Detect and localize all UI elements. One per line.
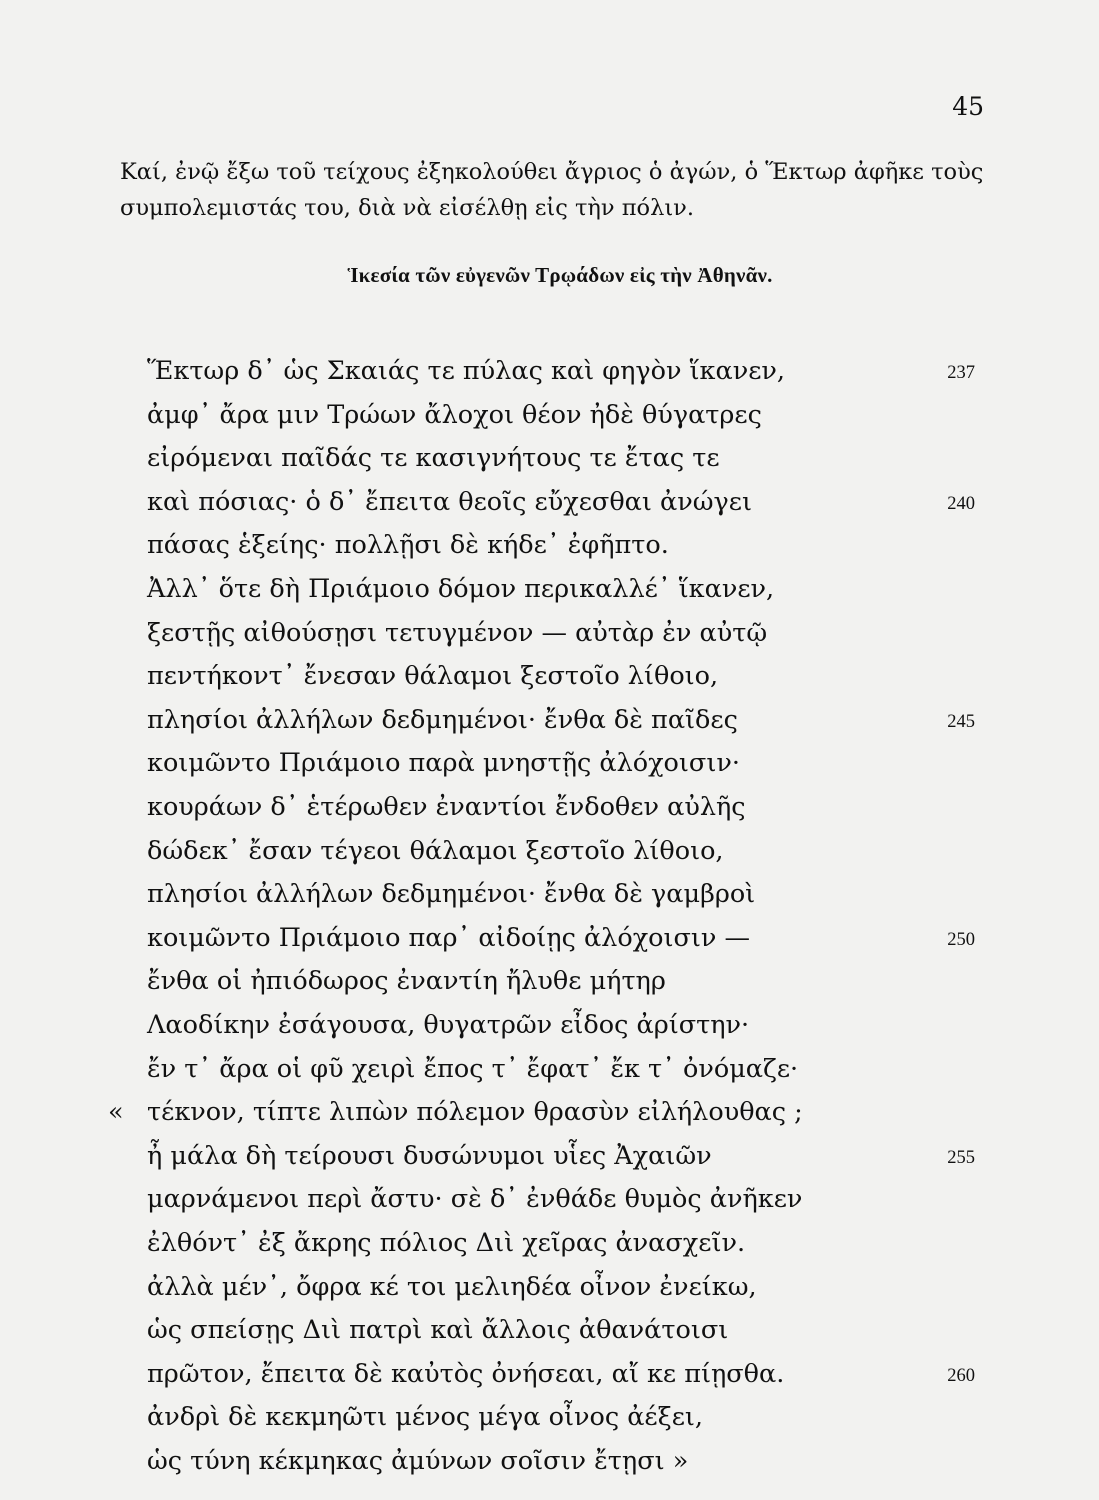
verse-text: ἔν τ᾽ ἄρα οἱ φῦ χειρὶ ἔπος τ᾽ ἔφατ᾽ ἔκ τ᾽ ὀνόμαζε· [147,1053,799,1084]
line-number: 245 [947,711,975,732]
verse-line [0,1308,1099,1352]
verse-line [0,1090,1099,1134]
verse-line [0,785,1099,829]
verse-text: τέκνον, τίπτε λιπὼν πόλεμον θρασὺν εἰλήλουθας ; [147,1097,803,1128]
verse-line [0,436,1099,480]
verse-line [0,1047,1099,1091]
verse-text: ἀλλὰ μέν᾽, ὄφρα κέ τοι μελιηδέα οἶνον ἐνείκω, [147,1271,757,1302]
verse-line [0,741,1099,785]
verse-text: ἀμφ᾽ ἄρα μιν Τρώων ἄλοχοι θέον ἠδὲ θύγατρες [147,399,762,430]
verse-line [0,959,1099,1003]
line-number: 260 [947,1365,975,1386]
verse-text: κοιμῶντο Πριάμοιο παρὰ μνηστῇς ἀλόχοισιν· [147,748,740,779]
verse-line [0,1265,1099,1309]
section-heading: Ἱκεσία τῶν εὐγενῶν Τρῳάδων εἰς τὴν Ἀθηνᾶν. [347,263,773,287]
line-number: 255 [947,1147,975,1168]
verse-text: καὶ πόσιας· ὁ δ᾽ ἔπειτα θεοῖς εὔχεσθαι ἀνώγει [147,486,752,517]
verse-text: κοιμῶντο Πριάμοιο παρ᾽ αἰδοίῃς ἀλόχοισιν — [147,922,751,953]
verse-line [0,1221,1099,1265]
verse-line [0,872,1099,916]
verse-text: Λαοδίκην ἐσάγουσα, θυγατρῶν εἶδος ἀρίστην· [147,1010,750,1040]
verse-text: κουράων δ᾽ ἑτέρωθεν ἐναντίοι ἔνδοθεν αὐλῆς [147,792,746,822]
verse-text: πλησίοι ἀλλήλων δεδμημένοι· ἔνθα δὲ γαμβροὶ [147,879,756,910]
page-number: 45 [952,92,984,121]
verse-line [0,1134,1099,1178]
verse-line [0,1003,1099,1047]
verse-text: ἐλθόντ᾽ ἐξ ἄκρης πόλιος Διὶ χεῖρας ἀνασχεῖν. [147,1228,746,1258]
verse-text: εἰρόμεναι παῖδάς τε κασιγνήτους τε ἔτας τε [147,443,720,474]
verse-text: πεντήκοντ᾽ ἔνεσαν θάλαμοι ξεστοῖο λίθοιο, [147,661,719,692]
verse-line [0,916,1099,960]
verse-line [0,1395,1099,1439]
verse-text: ἔνθα οἱ ἠπιόδωρος ἐναντίη ἤλυθε μήτηρ [147,966,666,997]
verse-line [0,1177,1099,1221]
quote-mark: « [108,1097,124,1128]
verse-line [0,567,1099,611]
verse-text: πλησίοι ἀλλήλων δεδμημένοι· ἔνθα δὲ παῖδες [147,704,738,735]
verse-line [0,1439,1099,1483]
line-number: 250 [947,929,975,950]
verse-line [0,698,1099,742]
verse-line [0,393,1099,437]
verse-line [0,349,1099,393]
verse-text: ὡς σπείσῃς Διὶ πατρὶ καὶ ἄλλοις ἀθανάτοισι [147,1315,729,1346]
verse-text: πρῶτον, ἔπειτα δὲ καὐτὸς ὀνήσεαι, αἴ κε πίῃσθα. [147,1358,785,1389]
verse-line [0,611,1099,655]
verse-text: Ἕκτωρ δ᾽ ὡς Σκαιάς τε πύλας καὶ φηγὸν ἵκανεν, [147,356,786,386]
verse-text: ἀνδρὶ δὲ κεκμηῶτι μένος μέγα οἶνος ἀέξει, [147,1402,704,1433]
verse-text: Ἀλλ᾽ ὅτε δὴ Πριάμοιο δόμον περικαλλέ᾽ ἵκανεν, [147,574,775,604]
line-number: 237 [947,363,975,383]
verse-text: δώδεκ᾽ ἔσαν τέγεοι θάλαμοι ξεστοῖο λίθοιο, [147,835,724,866]
verse-line [0,1352,1099,1396]
verse-line [0,654,1099,698]
verse-text: ὡς τύνη κέκμηκας ἀμύνων σοῖσιν ἔτῃσι » [147,1446,689,1476]
verse-line [0,829,1099,873]
verse-text: ξεστῇς αἰθούσῃσι τετυγμένον — αὐτὰρ ἐν αὐτῷ [147,617,768,648]
verse-line [0,523,1099,567]
line-number: 240 [947,493,975,514]
verse-text: ἦ μάλα δὴ τείρουσι δυσώνυμοι υἷες Ἀχαιῶν [147,1140,712,1171]
verse-text: μαρνάμενοι περὶ ἄστυ· σὲ δ᾽ ἐνθάδε θυμὸς ἀνῆκεν [147,1184,803,1215]
intro-paragraph: Καί, ἐνῷ ἔξω τοῦ τείχους ἐξηκολούθει ἄγριος ὁ ἀγών, ὁ Ἕκτωρ ἀφῆκε τοὺς συμπολεμιστάς του, διὰ νὰ εἰσέλθῃ εἰς τὴν πόλιν. [120,159,984,221]
verse-line [0,480,1099,524]
verse-text: πάσας ἑξείης· πολλῇσι δὲ κήδε᾽ ἐφῆπτο. [147,530,669,561]
